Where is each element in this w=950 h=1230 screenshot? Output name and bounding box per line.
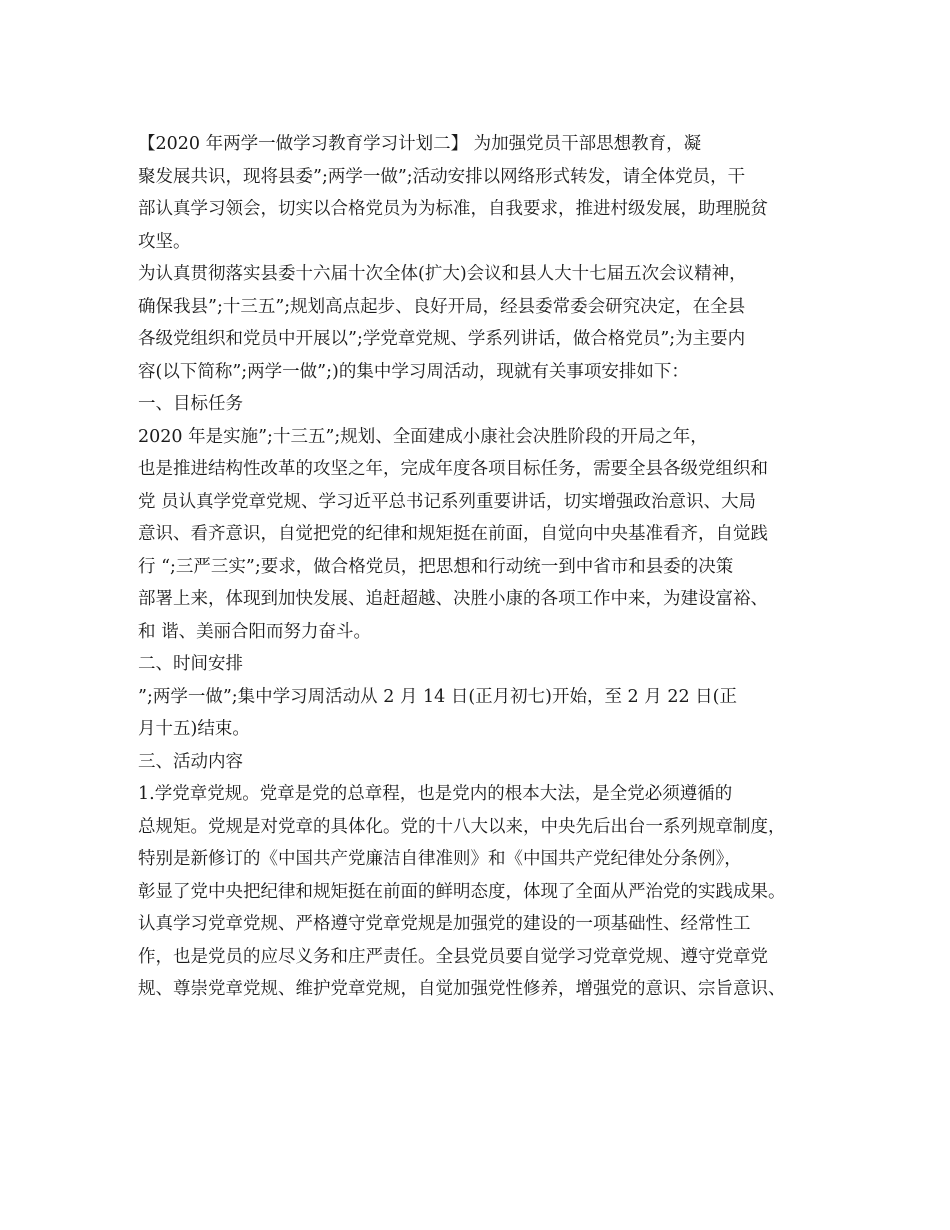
- text-line: 特别是新修订的《中国共产党廉洁自律准则》和《中国共产党纪律处分条例》，: [138, 849, 742, 869]
- section-heading: 三、活动内容: [138, 751, 243, 772]
- text-line: 党 员认真学党章党规、学习近平总书记系列重要讲话，切实增强政治意识、大局: [138, 491, 757, 512]
- document-body: [138, 128, 828, 1006]
- text-line: 部署上来，体现到加快发展、追赶超越、决胜小康的各项工作中来，为建设富裕、: [138, 589, 768, 609]
- text-line: 1.学党章党规。党章是党的总章程，也是党内的根本大法，是全党必须遵循的: [138, 784, 733, 804]
- text-line: 认真学习党章党规、严格遵守党章党规是加强党的建设的一项基础性、经常性工: [138, 914, 751, 934]
- text-line: 聚发展共识，现将县委”;两学一做”;活动安排以网络形式转发，请全体党员，干: [138, 166, 746, 187]
- section-heading: 二、时间安排: [138, 654, 243, 674]
- text-line: 为认真贯彻落实县委十六届十次全体(扩大)会议和县人大十七届五次会议精神，: [138, 264, 747, 284]
- text-line: 彰显了党中央把纪律和规矩挺在前面的鲜明态度，体现了全面从严治党的实践成果。: [138, 881, 786, 902]
- text-line: ”;两学一做”;集中学习周活动从 2 月 14 日(正月初七)开始，至 2 月 22 日(正: [138, 686, 737, 707]
- text-line: 各级党组织和党员中开展以”;学党章党规、学系列讲话，做合格党员”;为主要内: [138, 329, 746, 349]
- text-line: 攻坚。: [138, 231, 191, 252]
- text-line: 确保我县”;十三五”;规划高点起步、良好开局，经县委常委会研究决定，在全县: [138, 296, 746, 317]
- text-line: 部认真学习领会，切实以合格党员为为标准，自我要求，推进村级发展，助理脱贫: [138, 199, 768, 219]
- section-heading: 一、目标任务: [138, 394, 243, 414]
- text-line: 也是推进结构性改革的攻坚之年，完成年度各项目标任务，需要全县各级党组织和: [138, 459, 768, 479]
- text-line: 容(以下简称”;两学一做”;)的集中学习周活动，现就有关事项安排如下：: [138, 361, 689, 382]
- text-line: 行 “;三严三实”;要求，做合格党员，把思想和行动统一到中省市和县委的决策: [138, 556, 734, 577]
- text-line: 规、尊崇党章党规、维护党章党规，自觉加强党性修养，增强党的意识、宗旨意识、: [138, 979, 786, 999]
- text-line: 月十五)结束。: [138, 719, 250, 739]
- text-line: 意识、看齐意识，自觉把党的纪律和规矩挺在前面，自觉向中央基准看齐，自觉践: [138, 524, 768, 544]
- text-line: 作，也是党员的应尽义务和庄严责任。全县党员要自觉学习党章党规、遵守党章党: [138, 946, 768, 967]
- text-line: 和 谐、美丽合阳而努力奋斗。: [138, 621, 372, 642]
- text-line: 总规矩。党规是对党章的具体化。党的十八大以来，中央先后出台一系列规章制度，: [138, 816, 786, 837]
- text-line: 2020 年是实施”;十三五”;规划、全面建成小康社会决胜阶段的开局之年，: [138, 426, 708, 447]
- text-line: 【2020 年两学一做学习教育学习计划二】 为加强党员干部思想教育，凝: [138, 134, 702, 154]
